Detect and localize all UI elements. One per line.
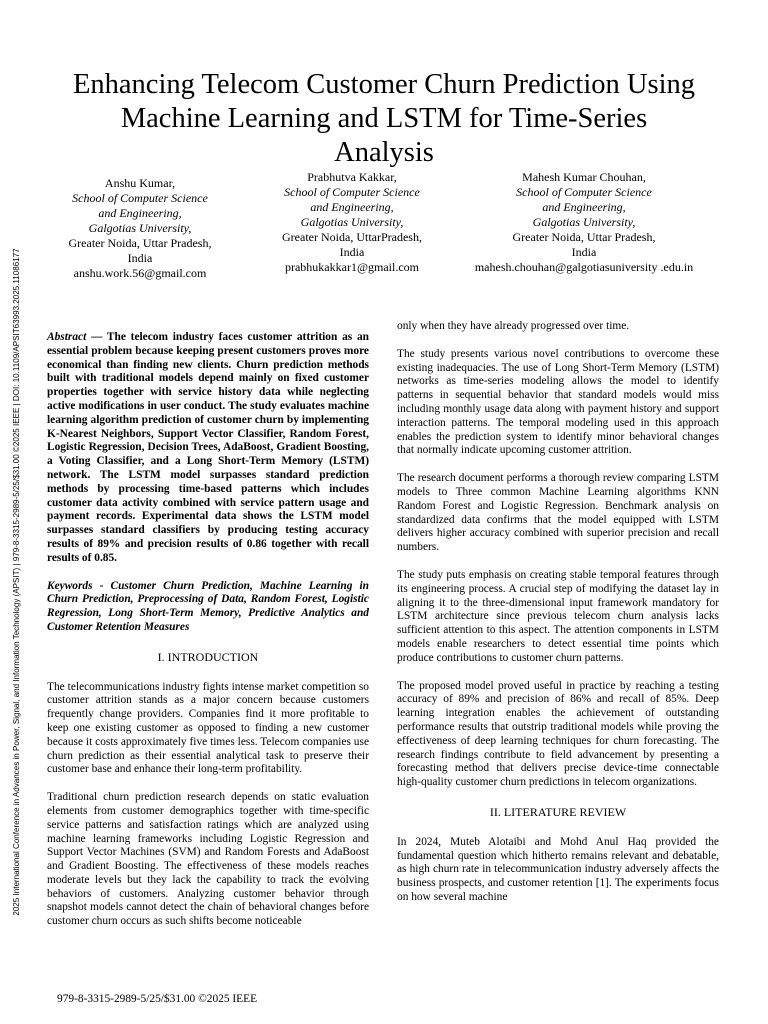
section-heading-literature-review: II. LITERATURE REVIEW <box>489 804 627 819</box>
paragraph: The study puts emphasis on creating stable temporal features through its engineering process. A crucial step of modifying the dataset lay in aligning it to the three-dimensional input framework mandatory for LSTM architecture since previous telecom churn analysis lacks sufficient attention to this aspect. The attention components in LSTM models enable researchers to detect essential time points which produce contributions to customer churn patterns. <box>397 568 719 664</box>
author-address-line: India <box>571 245 597 259</box>
paper-title: Enhancing Telecom Customer Churn Prediction Using Machine Learning and LSTM for Time-Series Analysis <box>72 69 695 168</box>
author-block-3 <box>474 170 694 275</box>
author-affiliation-line: School of Computer Science <box>284 185 420 199</box>
author-email: prabhukakkar1@gmail.com <box>284 260 419 274</box>
paragraph: The telecommunications industry fights intense market competition so customer attrition stands as a major concern because customers frequently change providers. Companies find it more profitable to keep one existing customer as opposed to finding a new customer because it costs approximately five times less. Telecom companies use churn prediction as their essential analytical task to preserve their customer base and enhance their long-term profitability. <box>47 680 369 776</box>
abstract-label: Abstract <box>47 331 87 343</box>
author-name: Prabhutva Kakkar, <box>307 170 397 184</box>
author-affiliation-line: Galgotias University, <box>300 215 404 229</box>
author-block-1 <box>40 176 240 281</box>
right-column <box>397 320 719 919</box>
keywords: Keywords - Customer Churn Prediction, Machine Learning in Churn Prediction, Preprocessing of Data, Random Forest, Logistic Regression, Long Short-Term Memory, Predictive Analytics and Customer Retention Measures <box>47 579 369 633</box>
author-address-line: India <box>127 251 153 265</box>
section-heading-introduction: I. INTRODUCTION <box>157 649 259 664</box>
author-address-line: Greater Noida, Uttar Pradesh, <box>68 236 212 250</box>
paragraph: The research document performs a thorough review comparing LSTM models to Three common Machine Learning algorithms KNN Random Forest and Logistic Regression. Benchmark analysis on standardized data confirms that the model equipped with LSTM delivers higher accuracy combined with superior precision and recall numbers. <box>397 472 719 554</box>
paragraph: The proposed model proved useful in practice by reaching a testing accuracy of 89% and precision of 86% and recall of 85%. Deep learning integration enables the achievement of outstanding performance results that outstrip traditional models while proving the effectiveness of deep learning techniques for churn forecasting. The research findings contribute to field advancement by presenting a forecasting method that delivers precise device-time connectable high-quality customer churn predictions in telecom organizations. <box>397 679 719 789</box>
author-name: Anshu Kumar, <box>104 176 176 190</box>
author-address-line: Greater Noida, UttarPradesh, <box>282 230 422 244</box>
abstract <box>47 331 369 566</box>
paragraph: The study presents various novel contributions to overcome these existing inadequacies. The use of Long Short-Term Memory (LSTM) networks as time-series modeling allows the model to identify patterns in sequential behavior that standard models would miss including monthly usage data along with payment history and support interaction patterns. The temporal modeling used in this approach enables the prediction system to identify minor behavioral changes that normally indicate upcoming customer attrition. <box>397 347 719 457</box>
author-affiliation-line: and Engineering, <box>542 200 626 214</box>
abstract-text: — The telecom industry faces customer attrition as an essential problem because keeping present customers proves more economical than finding new clients. Churn prediction methods built with traditional models depend mainly on fixed customer properties together with service history data while neglecting active modifications in user conduct. The study evaluates machine learning algorithm prediction of customer churn by implementing K-Nearest Neighbors, Support Vector Classifier, Random Forest, Logistic Regression, Decision Trees, AdaBoost, Gradient Boosting, a Voting Classifier, and a Long Short-Term Memory (LSTM) network. The LSTM model surpasses standard prediction methods by processing time-based patterns which includes customer data activity combined with service pattern usage and payment records. Experimental data shows the LSTM model surpasses standard classifiers by producing testing accuracy results of 89% and precision results of 0.86 together with recall results of 0.85. <box>47 331 369 564</box>
paragraph: Traditional churn prediction research depends on static evaluation elements from customer demographics together with time-specific service patterns and satisfaction ratings which are analyzed using machine learning frameworks including Logistic Regression and Support Vector Machines (SVM) and Random Forests and AdaBoost and Gradient Boosting. The effectiveness of these models reaches moderate levels but they lack the capability to track the evolving behaviors of customers. Analyzing customer behavior through snapshot models cannot detect the chain of behavioral changes before customer churn occurs as such shifts become noticeable <box>47 791 369 928</box>
author-affiliation-line: Galgotias University, <box>88 221 192 235</box>
author-affiliation-line: and Engineering, <box>98 206 182 220</box>
author-affiliation-line: School of Computer Science <box>516 185 652 199</box>
author-affiliation-line: School of Computer Science <box>72 191 208 205</box>
author-affiliation-line: and Engineering, <box>310 200 394 214</box>
author-affiliation-line: Galgotias University, <box>532 215 636 229</box>
paragraph: only when they have already progressed over time. <box>397 320 630 332</box>
author-email: mahesh.chouhan@galgotiasuniversity .edu.in <box>474 260 694 274</box>
author-name: Mahesh Kumar Chouhan, <box>522 170 646 184</box>
author-address-line: Greater Noida, Uttar Pradesh, <box>512 230 656 244</box>
author-address-line: India <box>339 245 365 259</box>
side-citation-text: 2025 International Conference in Advances in Power, Signal, and Information Technology (APSIT) | 979-8-3315-2989-5/25/$31.00 ©2025 IEEE | DOI: 10.1109/APSIT63993.2025.11086177 <box>12 248 21 916</box>
side-citation-strip <box>11 212 23 952</box>
paragraph: In 2024, Muteb Alotaibi and Mohd Anul Haq provided the fundamental question which hitherto remains relevant and debatable, as high churn rate in telecommunication industry adversely affects the business prospects, and customer retention [1]. The experiments focus on how several machine <box>397 835 719 903</box>
footer-copyright: 979-8-3315-2989-5/25/$31.00 ©2025 IEEE <box>57 993 258 1005</box>
author-block-2 <box>252 170 452 275</box>
left-column <box>47 320 369 943</box>
author-email: anshu.work.56@gmail.com <box>73 266 207 280</box>
